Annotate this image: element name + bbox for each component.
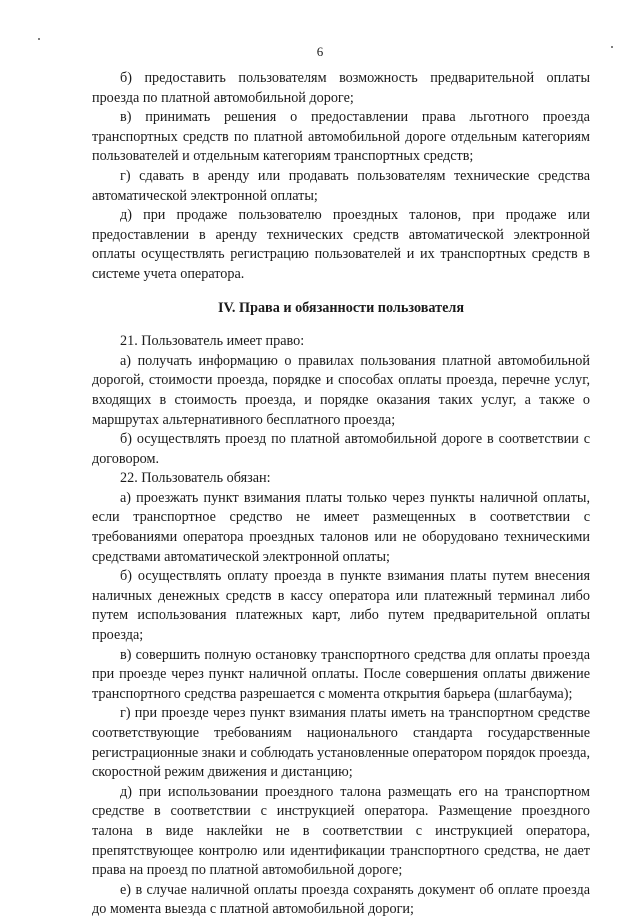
paragraph: а) проезжать пункт взимания платы только через пункты наличной оплаты, если транспортное средство не имеет размещенных в соответствии с требованиями оператора проездных талонов или не оборудовано техническими средствами автоматической электронной оплаты;	[92, 489, 590, 565]
scan-speck	[38, 38, 40, 40]
section-heading: IV. Права и обязанности пользователя	[218, 299, 464, 316]
paragraph: г) при проезде через пункт взимания платы иметь на транспортном средстве соответствующие требованиям национального стандарта государственные регистрационные знаки и соблюдать установленные оператором порядок проезда, скоростной режим движения и дистанцию;	[92, 705, 590, 781]
paragraph: в) принимать решения о предоставлении права льготного проезда транспортных средств по платной автомобильной дороге отдельным категориям пользователей и отдельным категориям транспортных средств;	[92, 109, 590, 165]
paragraph: 22. Пользователь обязан:	[120, 470, 271, 487]
paragraph: б) осуществлять проезд по платной автомобильной дороге в соответствии с договором.	[92, 431, 590, 467]
paragraph: в) совершить полную остановку транспортного средства для оплаты проезда при проезде через пункт наличной оплаты. После совершения оплаты движение транспортного средства разрешается с момента открытия барьера (шлагбаума);	[92, 646, 590, 702]
document-body	[92, 69, 590, 920]
paragraph: д) при использовании проездного талона размещать его на транспортном средстве в соответствии с инструкцией оператора. Размещение проездного талона в виде наклейки не в соответствии с инструкцией оператора, препятствующее контролю или идентификации транспортного средства, не дает права на проезд по платной автомобильной дороге;	[92, 783, 590, 879]
paragraph: а) получать информацию о правилах пользования платной автомобильной дорогой, стоимости проезда, порядке и способах оплаты проезда, перечне услуг, входящих в стоимость проезда, и порядке оказания таких услуг, а также о маршрутах альтернативного бесплатного проезда;	[92, 352, 590, 428]
paragraph: 21. Пользователь имеет право:	[120, 333, 305, 350]
paragraph: б) осуществлять оплату проезда в пункте взимания платы путем внесения наличных денежных средств в кассу оператора или платежный терминал либо путем использования платежных карт, либо путем предварительной оплаты проезда;	[92, 568, 590, 644]
paragraph: е) в случае наличной оплаты проезда сохранять документ об оплате проезда до момента выезда с платной автомобильной дороги;	[92, 881, 590, 918]
paragraph: б) предоставить пользователям возможность предварительной оплаты проезда по платной автомобильной дороге;	[92, 70, 590, 106]
page-number: 6	[316, 44, 324, 59]
paragraph: г) сдавать в аренду или продавать пользователям технические средства автоматической электронной оплаты;	[92, 167, 590, 204]
paragraph: д) при продаже пользователю проездных талонов, при продаже или предоставлении в аренду технических средств автоматической электронной оплаты осуществлять регистрацию пользователей и их транспортных средств в системе учета оператора.	[92, 207, 590, 282]
